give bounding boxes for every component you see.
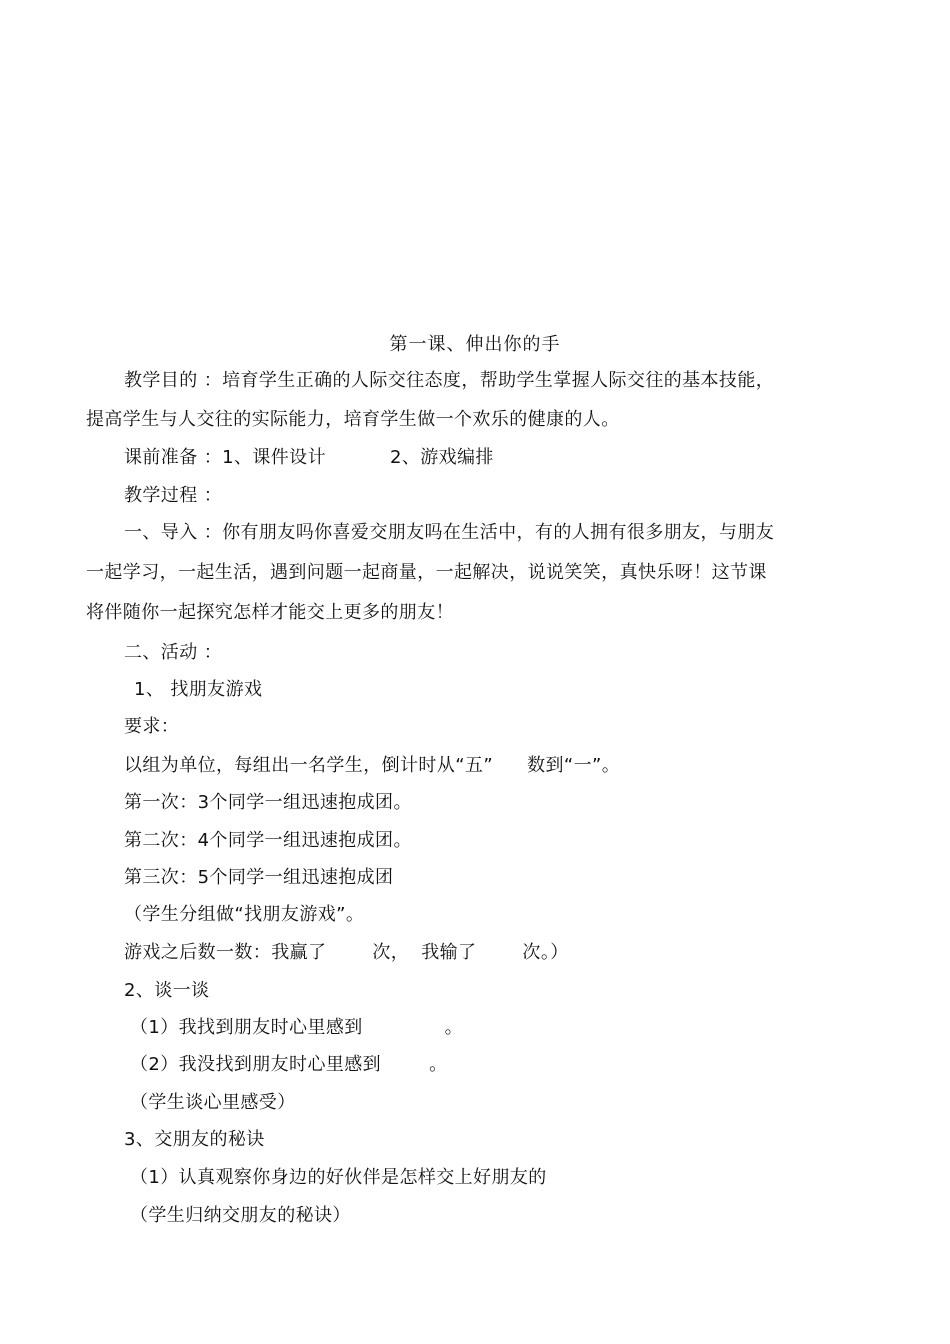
objective-line-1: 教学目的 ：培育学生正确的人际交往态度，帮助学生掌握人际交往的基本技能， xyxy=(124,370,775,391)
objective-line-2: 提高学生与人交往的实际能力，培育学生做一个欢乐的健康的人。 xyxy=(86,409,620,430)
requirement-label: 要求： xyxy=(124,716,180,737)
activity3-heading: 3、交朋友的秘诀 xyxy=(124,1129,265,1150)
activity-heading: 二、活动 ： xyxy=(124,642,223,663)
tally-part-2: 次， xyxy=(372,942,410,963)
activity3-note: （学生归纳交朋友的秘诀） xyxy=(130,1205,351,1226)
round-2: 第二次：4个同学一组迅速抱成团。 xyxy=(124,830,412,851)
activity1-heading: 1、 找朋友游戏 xyxy=(134,679,263,700)
activity3-item-1: （1）认真观察你身边的好伙伴是怎样交上好朋友的 xyxy=(130,1167,547,1188)
lesson-title: 第一课、伸出你的手 xyxy=(389,334,561,355)
tally-part-1: 游戏之后数一数：我赢了 xyxy=(124,942,327,963)
prep-label: 课前准备 ：1、课件设计 xyxy=(124,447,326,468)
activity2-item-2 xyxy=(130,1053,447,1077)
activity2-item-1-end: 。 xyxy=(444,1017,464,1038)
activity2-note: （学生谈心里感受） xyxy=(130,1092,296,1113)
activity2-item-1 xyxy=(130,1016,463,1040)
tally-line xyxy=(124,941,569,965)
rule-part-2: 数到“一”。 xyxy=(527,755,621,776)
activity1-note: （学生分组做“找朋友游戏”。 xyxy=(124,904,365,925)
intro-line-3: 将伴随你一起探究怎样才能交上更多的朋友！ xyxy=(86,602,454,623)
rule-part-1: 以组为单位，每组出一名学生，倒计时从“五” xyxy=(124,755,494,776)
activity2-item-2-end: 。 xyxy=(429,1054,448,1075)
rule-line xyxy=(124,754,620,778)
activity2-item-1-text: （1）我找到朋友时心里感到 xyxy=(130,1017,363,1038)
tally-part-3: 我输了 xyxy=(421,942,477,963)
round-3: 第三次：5个同学一组迅速抱成团 xyxy=(124,867,394,888)
intro-line-1: 一、导入 ：你有朋友吗你喜爱交朋友吗在生活中，有的人拥有很多朋友，与朋友 xyxy=(124,522,775,543)
activity2-item-2-text: （2）我没找到朋友时心里感到 xyxy=(130,1054,382,1075)
tally-part-4: 次。） xyxy=(522,942,569,963)
prep-item-2: 2、游戏编排 xyxy=(389,447,494,468)
round-1: 第一次：3个同学一组迅速抱成团。 xyxy=(124,792,412,813)
activity2-heading: 2、谈一谈 xyxy=(124,980,210,1001)
intro-line-2: 一起学习，一起生活，遇到问题一起商量，一起解决，说说笑笑，真快乐呀！这节课 xyxy=(86,562,767,583)
prep-line xyxy=(124,446,494,470)
process-heading: 教学过程 ： xyxy=(124,485,223,506)
